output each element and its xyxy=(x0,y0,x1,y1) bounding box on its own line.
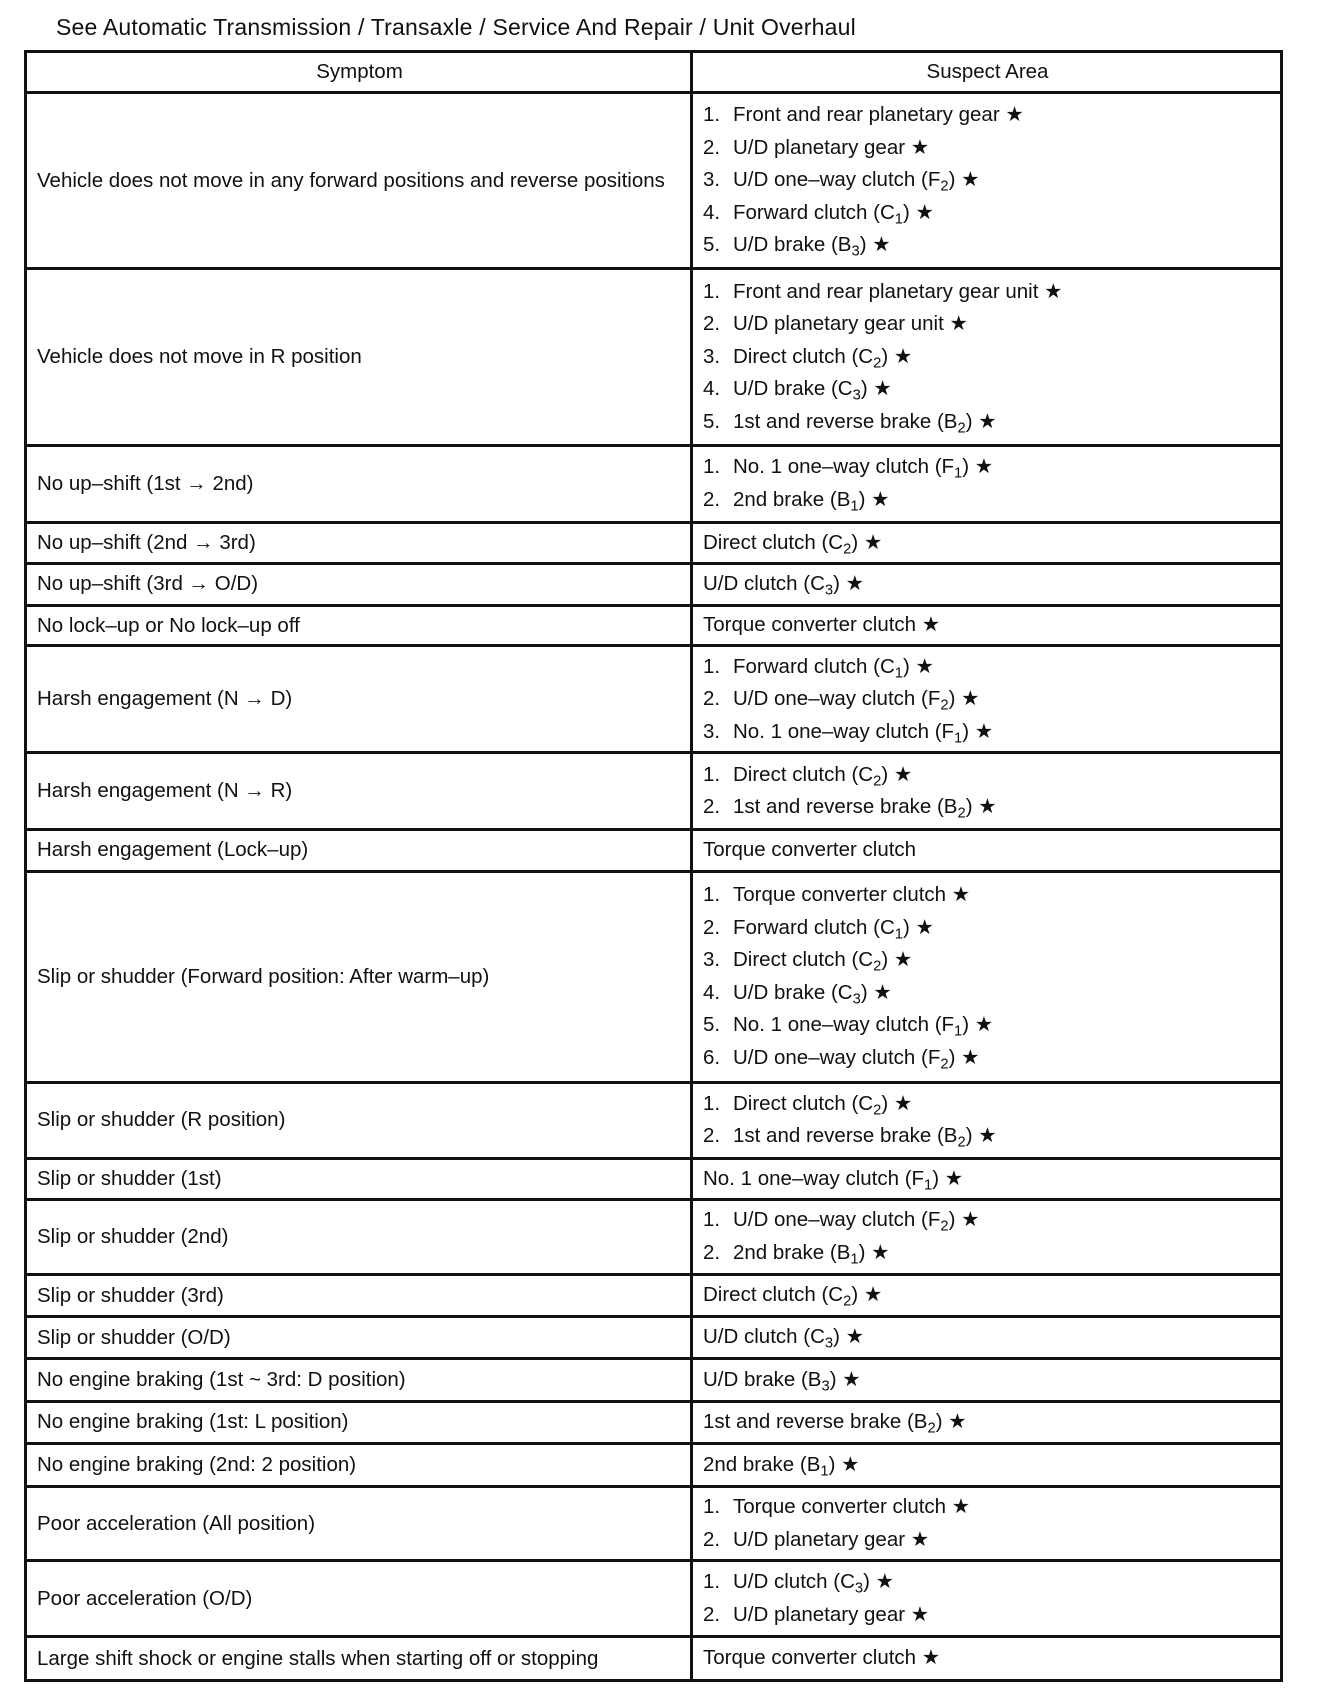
suspect-area-cell xyxy=(692,1317,1282,1359)
item-text: U/D one–way clutch $(F_2)$ ★ xyxy=(733,1045,980,1073)
suspect-area-list xyxy=(703,759,1272,824)
suspect-area-item xyxy=(703,1491,1272,1524)
suspect-area-item xyxy=(703,791,1272,824)
suspect-area-cell xyxy=(692,1444,1282,1487)
suspect-area-list xyxy=(703,451,1272,516)
symptom-cell: Harsh engagement (Lock–up) xyxy=(26,830,692,872)
symptom-cell: No engine braking (1st ~ 3rd: D position) xyxy=(26,1358,692,1401)
symptom-cell: Slip or shudder (1st) xyxy=(26,1158,692,1200)
suspect-area-cell xyxy=(692,1561,1282,1637)
symptom-cell: Large shift shock or engine stalls when starting off or stopping xyxy=(26,1637,692,1681)
symptom-cell: No engine braking (2nd: 2 position) xyxy=(26,1444,692,1487)
item-number: 1. xyxy=(703,1495,721,1519)
item-number: 2. xyxy=(703,1602,721,1626)
suspect-area-item xyxy=(703,229,1272,262)
suspect-area-cell xyxy=(692,830,1282,872)
item-text: Direct clutch $(C_2)$ ★ xyxy=(733,762,913,790)
suspect-area-item xyxy=(703,164,1272,197)
suspect-area-list xyxy=(703,879,1272,1074)
table-row xyxy=(26,522,1282,564)
suspect-area-item xyxy=(703,879,1272,912)
suspect-area-item xyxy=(703,1088,1272,1121)
suspect-area-item xyxy=(703,484,1272,517)
suspect-area-list xyxy=(703,651,1272,749)
suspect-area-item xyxy=(703,651,1272,684)
item-text: Torque converter clutch ★ xyxy=(733,1495,971,1519)
symptom-cell: Vehicle does not move in R position xyxy=(26,269,692,445)
suspect-area-item xyxy=(703,1009,1272,1042)
item-text: No. 1 one–way clutch $(F_1)$ ★ xyxy=(733,719,994,747)
symptom-cell: No up–shift (3rd → O/D) xyxy=(26,564,692,606)
table-row xyxy=(26,1486,1282,1561)
suspect-area-item xyxy=(703,912,1272,945)
item-text: U/D planetary gear ★ xyxy=(733,1527,930,1551)
item-text: Torque converter clutch ★ xyxy=(733,883,971,907)
item-number: 5. xyxy=(703,409,721,433)
item-text: 1st and reverse brake $(B_2)$ ★ xyxy=(733,795,997,822)
suspect-area-list xyxy=(703,1566,1272,1631)
symptom-cell: Slip or shudder (Forward position: After warm–up) xyxy=(26,871,692,1082)
symptom-cell: Poor acceleration (All position) xyxy=(26,1486,692,1561)
table-row xyxy=(26,1200,1282,1275)
table-row xyxy=(26,605,1282,646)
suspect-area-cell xyxy=(692,1158,1282,1200)
table-row xyxy=(26,830,1282,872)
symptom-cell: No up–shift (2nd → 3rd) xyxy=(26,522,692,564)
suspect-area-text: U/D clutch $(C_3)$ ★ xyxy=(703,1325,865,1352)
suspect-area-text: U/D brake $(B_3)$ ★ xyxy=(703,1367,861,1394)
suspect-area-item xyxy=(703,99,1272,132)
symptom-cell: No engine braking (1st: L position) xyxy=(26,1401,692,1444)
table-row xyxy=(26,445,1282,522)
header-symptom: Symptom xyxy=(26,52,692,93)
suspect-area-item xyxy=(703,341,1272,374)
suspect-area-item xyxy=(703,1120,1272,1153)
symptom-cell: Slip or shudder (2nd) xyxy=(26,1200,692,1275)
item-text: Forward clutch $(C_1)$ ★ xyxy=(733,200,934,228)
table-row xyxy=(26,1401,1282,1444)
table-row xyxy=(26,1082,1282,1158)
item-number: 4. xyxy=(703,377,721,401)
item-text: No. 1 one–way clutch $(F_1)$ ★ xyxy=(733,455,994,482)
suspect-area-cell xyxy=(692,1082,1282,1158)
item-text: Direct clutch $(C_2)$ ★ xyxy=(733,948,913,975)
item-number: 3. xyxy=(703,344,721,368)
suspect-area-list xyxy=(703,1088,1272,1153)
suspect-area-cell xyxy=(692,445,1282,522)
item-text: 2nd brake $(B_1)$ ★ xyxy=(733,1240,890,1268)
item-number: 1. xyxy=(703,1570,721,1594)
suspect-area-item xyxy=(703,308,1272,341)
suspect-area-cell xyxy=(692,564,1282,606)
suspect-area-cell xyxy=(692,1637,1282,1681)
item-number: 1. xyxy=(703,1208,721,1232)
item-number: 4. xyxy=(703,980,721,1004)
table-row xyxy=(26,1561,1282,1637)
item-text: U/D brake $(B_3)$ ★ xyxy=(733,233,891,260)
suspect-area-item xyxy=(703,1524,1272,1557)
suspect-area-item xyxy=(703,1237,1272,1270)
suspect-area-text: No. 1 one–way clutch $(F_1)$ ★ xyxy=(703,1166,964,1193)
table-row xyxy=(26,1158,1282,1200)
symptom-cell: Vehicle does not move in any forward positions and reverse positions xyxy=(26,93,692,269)
suspect-area-item xyxy=(703,1204,1272,1237)
item-number: 2. xyxy=(703,1240,721,1264)
suspect-area-cell xyxy=(692,605,1282,646)
item-text: U/D planetary gear ★ xyxy=(733,1602,930,1626)
item-number: 2. xyxy=(703,1124,721,1148)
suspect-area-list xyxy=(703,1204,1272,1269)
symptom-cell: Slip or shudder (R position) xyxy=(26,1082,692,1158)
suspect-area-item xyxy=(703,759,1272,792)
table-row xyxy=(26,646,1282,753)
item-text: U/D planetary gear ★ xyxy=(733,135,930,159)
item-text: No. 1 one–way clutch $(F_1)$ ★ xyxy=(733,1013,994,1040)
suspect-area-cell xyxy=(692,1274,1282,1317)
suspect-area-item xyxy=(703,1042,1272,1075)
suspect-area-text: 2nd brake $(B_1)$ ★ xyxy=(703,1452,860,1480)
table-row xyxy=(26,564,1282,606)
suspect-area-list xyxy=(703,276,1272,439)
item-text: U/D planetary gear unit ★ xyxy=(733,312,968,336)
item-number: 2. xyxy=(703,915,721,939)
suspect-area-cell xyxy=(692,1200,1282,1275)
symptom-cell: Slip or shudder (3rd) xyxy=(26,1274,692,1317)
item-number: 6. xyxy=(703,1045,721,1069)
item-number: 2. xyxy=(703,687,721,711)
item-number: 1. xyxy=(703,762,721,786)
table-row xyxy=(26,1358,1282,1401)
item-number: 1. xyxy=(703,654,721,678)
item-text: Forward clutch $(C_1)$ ★ xyxy=(733,654,934,682)
diagnosis-table xyxy=(24,50,1283,1682)
table-row xyxy=(26,1637,1282,1681)
item-number: 1. xyxy=(703,883,721,907)
item-text: 2nd brake $(B_1)$ ★ xyxy=(733,487,890,515)
item-number: 5. xyxy=(703,233,721,257)
symptom-cell: Harsh engagement (N → R) xyxy=(26,753,692,830)
breadcrumb: See Automatic Transmission / Transaxle / Service And Repair / Unit Overhaul xyxy=(56,14,856,40)
suspect-area-item xyxy=(703,406,1272,439)
item-number: 3. xyxy=(703,168,721,192)
item-number: 2. xyxy=(703,795,721,819)
item-number: 1. xyxy=(703,279,721,303)
suspect-area-item xyxy=(703,1566,1272,1599)
suspect-area-item xyxy=(703,451,1272,484)
item-text: Forward clutch $(C_1)$ ★ xyxy=(733,915,934,943)
suspect-area-cell xyxy=(692,753,1282,830)
table-row xyxy=(26,1274,1282,1317)
item-number: 4. xyxy=(703,200,721,224)
suspect-area-cell xyxy=(692,93,1282,269)
symptom-cell: No lock–up or No lock–up off xyxy=(26,605,692,646)
item-text: U/D brake $(C_3)$ ★ xyxy=(733,980,892,1008)
item-text: 1st and reverse brake $(B_2)$ ★ xyxy=(733,409,997,437)
suspect-area-text: Direct clutch $(C_2)$ ★ xyxy=(703,530,883,558)
item-text: U/D one–way clutch $(F_2)$ ★ xyxy=(733,1208,980,1235)
item-number: 3. xyxy=(703,719,721,743)
item-number: 2. xyxy=(703,312,721,336)
suspect-area-cell xyxy=(692,1486,1282,1561)
suspect-area-item xyxy=(703,132,1272,165)
header-suspect-area: Suspect Area xyxy=(692,52,1282,93)
suspect-area-item xyxy=(703,1599,1272,1632)
suspect-area-cell xyxy=(692,871,1282,1082)
item-text: Direct clutch $(C_2)$ ★ xyxy=(733,1091,913,1119)
item-text: U/D one–way clutch $(F_2)$ ★ xyxy=(733,168,980,195)
suspect-area-cell xyxy=(692,1401,1282,1444)
symptom-cell: Harsh engagement (N → D) xyxy=(26,646,692,753)
item-number: 2. xyxy=(703,487,721,511)
item-number: 1. xyxy=(703,1091,721,1115)
suspect-area-item xyxy=(703,944,1272,977)
table-row xyxy=(26,1444,1282,1487)
suspect-area-cell xyxy=(692,522,1282,564)
item-number: 1. xyxy=(703,103,721,127)
suspect-area-item xyxy=(703,373,1272,406)
table-row xyxy=(26,1317,1282,1359)
suspect-area-list xyxy=(703,99,1272,262)
suspect-area-item xyxy=(703,683,1272,716)
suspect-area-text: Torque converter clutch xyxy=(703,838,917,862)
item-text: U/D brake $(C_3)$ ★ xyxy=(733,377,892,404)
item-text: Direct clutch $(C_2)$ ★ xyxy=(733,344,913,372)
item-number: 2. xyxy=(703,135,721,159)
item-text: Front and rear planetary gear ★ xyxy=(733,103,1024,127)
table-header-row xyxy=(26,52,1282,93)
suspect-area-text: U/D clutch $(C_3)$ ★ xyxy=(703,572,865,599)
item-text: U/D one–way clutch $(F_2)$ ★ xyxy=(733,687,980,714)
item-text: U/D clutch $(C_3)$ ★ xyxy=(733,1570,895,1597)
suspect-area-cell xyxy=(692,1358,1282,1401)
suspect-area-text: Torque converter clutch ★ xyxy=(703,1646,941,1670)
item-number: 3. xyxy=(703,948,721,972)
suspect-area-item xyxy=(703,716,1272,749)
symptom-cell: Poor acceleration (O/D) xyxy=(26,1561,692,1637)
suspect-area-item xyxy=(703,977,1272,1010)
item-number: 2. xyxy=(703,1527,721,1551)
suspect-area-cell xyxy=(692,646,1282,753)
table-row xyxy=(26,269,1282,445)
suspect-area-text: 1st and reverse brake $(B_2)$ ★ xyxy=(703,1410,967,1437)
suspect-area-item xyxy=(703,197,1272,230)
suspect-area-cell xyxy=(692,269,1282,445)
suspect-area-item xyxy=(703,276,1272,309)
symptom-cell: Slip or shudder (O/D) xyxy=(26,1317,692,1359)
table-body xyxy=(26,93,1282,1681)
item-number: 5. xyxy=(703,1013,721,1037)
suspect-area-text: Direct clutch $(C_2)$ ★ xyxy=(703,1283,883,1310)
item-text: 1st and reverse brake $(B_2)$ ★ xyxy=(733,1124,997,1151)
suspect-area-list xyxy=(703,1491,1272,1556)
table-row xyxy=(26,871,1282,1082)
table-row xyxy=(26,93,1282,269)
item-text: Front and rear planetary gear unit ★ xyxy=(733,279,1063,303)
symptom-cell: No up–shift (1st → 2nd) xyxy=(26,445,692,522)
item-number: 1. xyxy=(703,455,721,479)
suspect-area-text: Torque converter clutch ★ xyxy=(703,613,941,637)
table-row xyxy=(26,753,1282,830)
